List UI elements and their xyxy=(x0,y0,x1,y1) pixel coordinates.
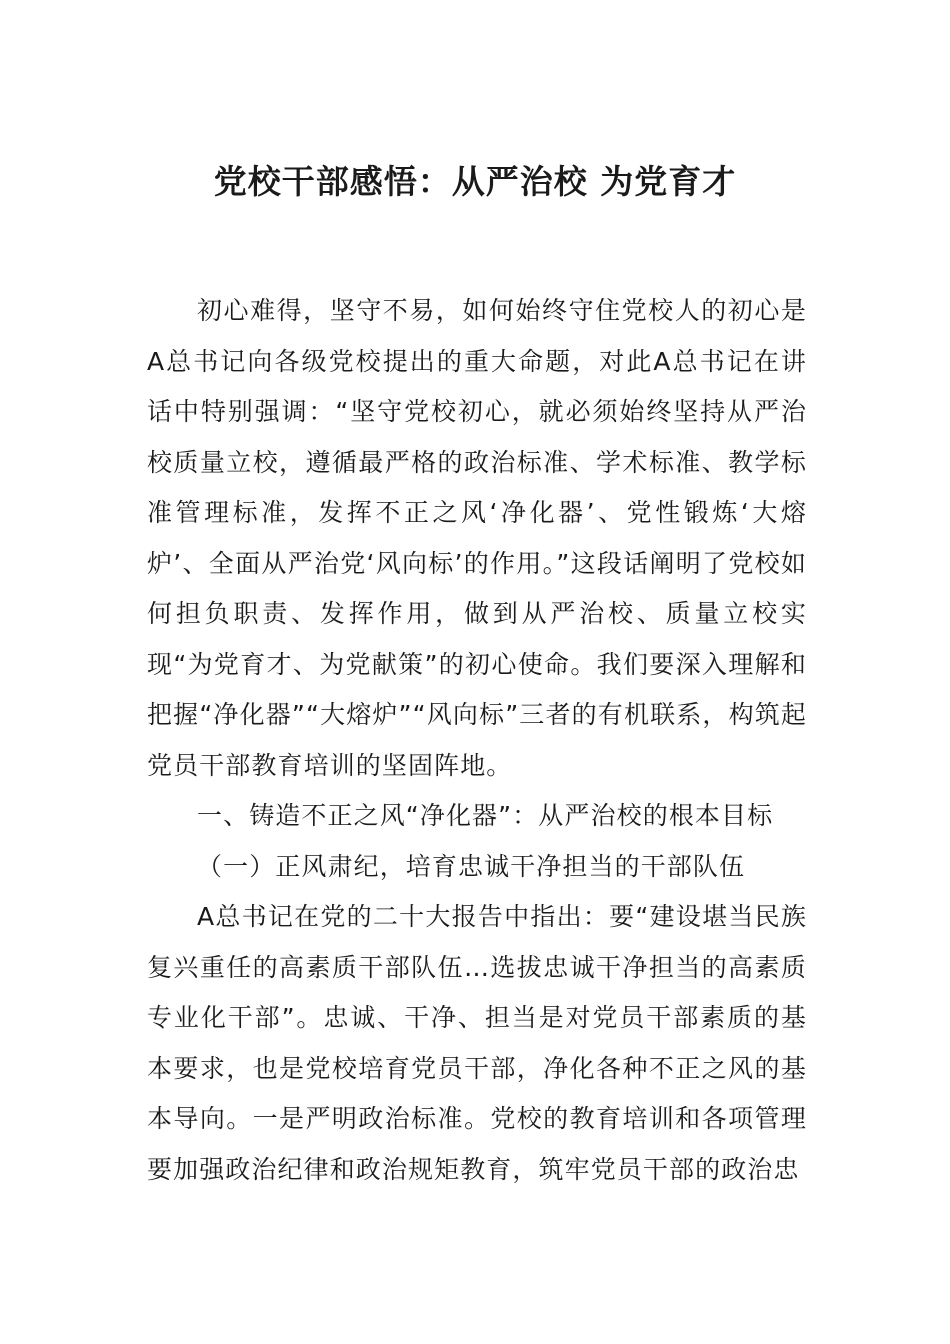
paragraph-intro: 初心难得，坚守不易，如何始终守住党校人的初心是A总书记向各级党校提出的重大命题，对此A总书记在讲话中特别强调：“坚守党校初心，就必须始终坚持从严治校质量立校，遵循最严格的政治标准、学术标准、教学标准管理标准，发挥不正之风‘净化器’、党性锻炼‘大熔炉’、全面从严治党‘风向标’的作用。”这段话阐明了党校如何担负职责、发挥作用，做到从严治校、质量立校实现“为党育才、为党献策”的初心使命。我们要深入理解和把握“净化器”“大熔炉”“风向标”三者的有机联系，构筑起党员干部教育培训的坚固阵地。 xyxy=(147,296,807,780)
document-body xyxy=(147,286,807,1195)
paragraph-section-1: A总书记在党的二十大报告中指出：要“建设堪当民族复兴重任的高素质干部队伍…选拔忠诚干净担当的高素质专业化干部”。忠诚、干净、担当是对党员干部素质的基本要求，也是党校培育党员干部，净化各种不正之风的基本导向。一是严明政治标准。党校的教育培训和各项管理要加强政治纪律和政治规矩教育，筑牢党员干部的政治忠 xyxy=(147,902,807,1184)
subsection-heading-1: （一）正风肃纪，培育忠诚干净担当的干部队伍 xyxy=(197,851,746,881)
section-heading-1: 一、铸造不正之风“净化器”：从严治校的根本目标 xyxy=(197,801,774,830)
document-title: 党校干部感悟：从严治校 为党育才 xyxy=(213,162,737,201)
